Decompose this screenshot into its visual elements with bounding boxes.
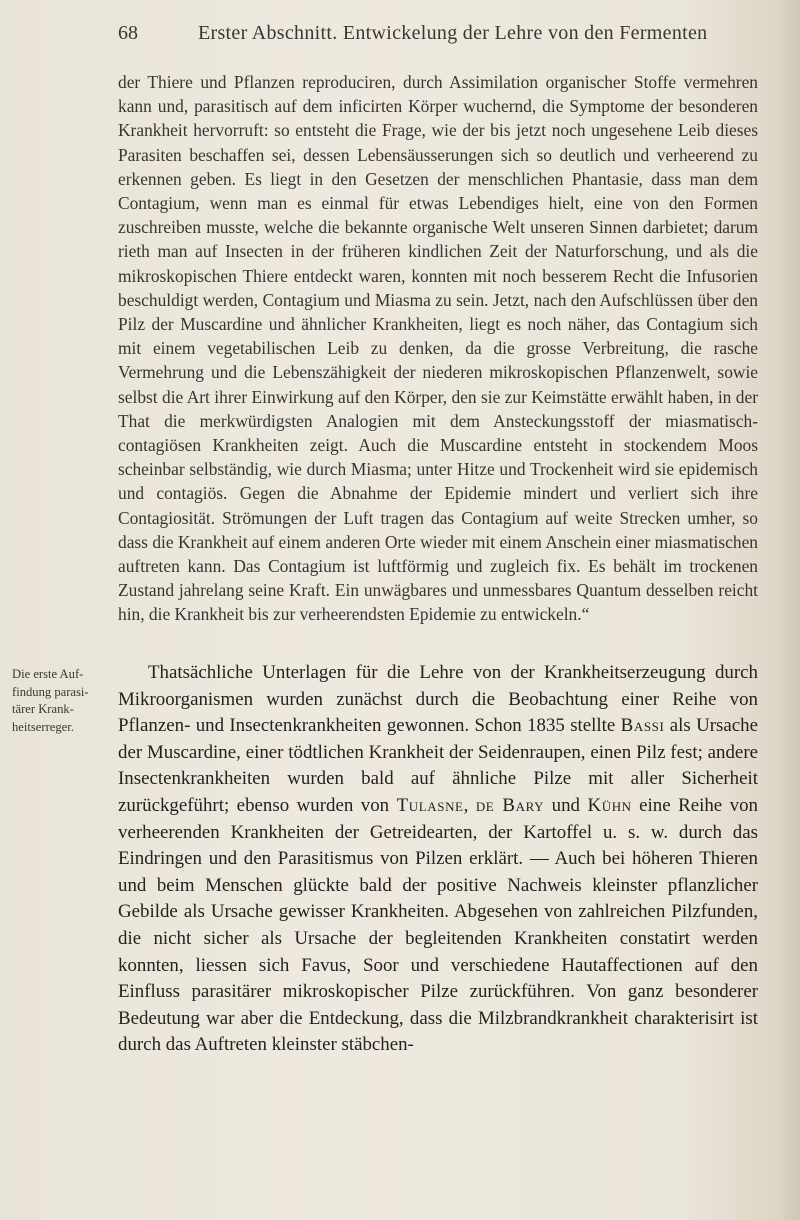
- author-name-tulasne: Tulasne: [396, 794, 464, 816]
- running-title: Erster Abschnitt. Entwickelung der Lehre von den Fermenten: [198, 22, 708, 44]
- quotation-text: der Thiere und Pflanzen reproduciren, durch Assimilation organischer Stoffe vermehren kann und, parasitisch auf dem inficirten Körper wuchernd, die Symptome der besonderen Krankheit hervorruft: so entsteht die Frage, wie der bis jetzt noch ungesehene Leib dieses Parasiten beschaffen sei, dessen Lebensäusserungen sich so deutlich und verheerend zu erkennen geben. Es liegt in den Gesetzen der menschlichen Phantasie, dass man dem Contagium, wenn man es einmal für etwas Lebendiges hielt, eine von den Formen zuschreiben musste, welche die bekannte organische Welt unseren Sinnen darbietet; darum rieth man auf Insecten in der früheren kindlichen Zeit der Naturforschung, und als die mikroskopischen Thiere entdeckt waren, konnten mit noch besserem Recht die Infusorien beschuldigt werden, Contagium und Miasma zu sein. Jetzt, nach den Aufschlüssen über den Pilz der Muscardine und ähnlicher Krankheiten, liegt es noch näher, das Contagium sich mit einem vegetabilischen Leib zu denken, da die grosse Verbreitung, die rasche Vermehrung und die Lebenszähigkeit der niederen mikroskopischen Pflanzenwelt, sowie selbst die Art ihrer Einwirkung auf den Körper, den sie zur Keimstätte erwählt haben, in der That die merkwürdigsten Analogien mit dem Ansteckungsstoff der miasmatisch-contagiösen Krankheiten zeigt. Auch die Muscardine entsteht in stockendem Moos scheinbar selbständig, wie durch Miasma; unter Hitze und Trockenheit wird sie epidemisch und contagiös. Gegen die Abnahme der Epidemie mindert und verliert sich ihre Contagiosität. Strömungen der Luft tragen das Contagium auf weite Strecken umher, so dass die Krankheit auf einem anderen Orte wieder mit einem Anschein einer miasmatischen auftreten kann. Das Contagium ist luftförmig und zugleich fix. Es behält im trockenen Zustand jahrelang seine Kraft. Ein unwägbares und unmessbares Quantum desselben reicht hin, die Krankheit bis zur verheerendsten Epidemie zu entwickeln.“: [118, 72, 758, 625]
- page-number: 68: [118, 22, 138, 44]
- text-run: als Ursache der Muscardine, einer tödtlichen Krankheit der Seidenraupen, einen Pilz fest; andere Insectenkrankheiten wurden bald auf ähnliche Pilze mit aller Sicherheit zurückgeführt; ebenso wurden von: [118, 715, 758, 816]
- marginal-note-line: findung parasi-: [12, 684, 89, 699]
- text-run: eine Reihe von verheerenden Krankheiten der Getreidearten, der Kartoffel u. s. w. durch das Eindringen und den Parasitismus von Pilzen erklärt. — Auch bei höheren Thieren und beim Menschen glückte bald der positive Nachweis kleinster pflanzlicher Gebilde als Ursache gewisser Krankheiten. Abgesehen von zahlreichen Pilzfunden, die nicht sicher als Ursache der begleitenden Krankheiten constatirt werden konnten, liessen sich Favus, Soor und verschiedene Hautaffectionen auf den Einfluss parasitärer mikroskopischer Pilze zurückführen. Von ganz besonderer Bedeutung war aber die Entdeckung, dass die Milzbrandkrankheit charakterisirt ist durch das Auftreten kleinster stäbchen-: [118, 794, 759, 1056]
- author-name-de-bary: de Bary: [475, 794, 545, 816]
- author-name-bassi: Bassi: [620, 715, 665, 737]
- marginal-note: [12, 666, 110, 736]
- main-paragraph-text: [118, 660, 758, 1059]
- main-paragraph: [118, 660, 758, 1059]
- text-run: Thatsächliche Unterlagen für die Lehre von der Krankheitserzeugung durch Mikroorganismen wurden zunächst durch die Beobachtung einer Reihe von Pflanzen- und Insectenkrankheiten gewonnen. Schon 1835 stellte: [118, 662, 758, 737]
- running-head: [118, 22, 758, 48]
- marginal-note-line: tärer Krank-: [12, 702, 74, 716]
- quotation-paragraph: [118, 70, 758, 627]
- text-run: und: [544, 794, 588, 816]
- marginal-note-line: Die erste Auf-: [12, 667, 84, 681]
- marginal-note-line: heitserreger.: [12, 719, 74, 734]
- text-run: ,: [463, 794, 476, 816]
- author-name-kuehn: Kühn: [587, 794, 632, 816]
